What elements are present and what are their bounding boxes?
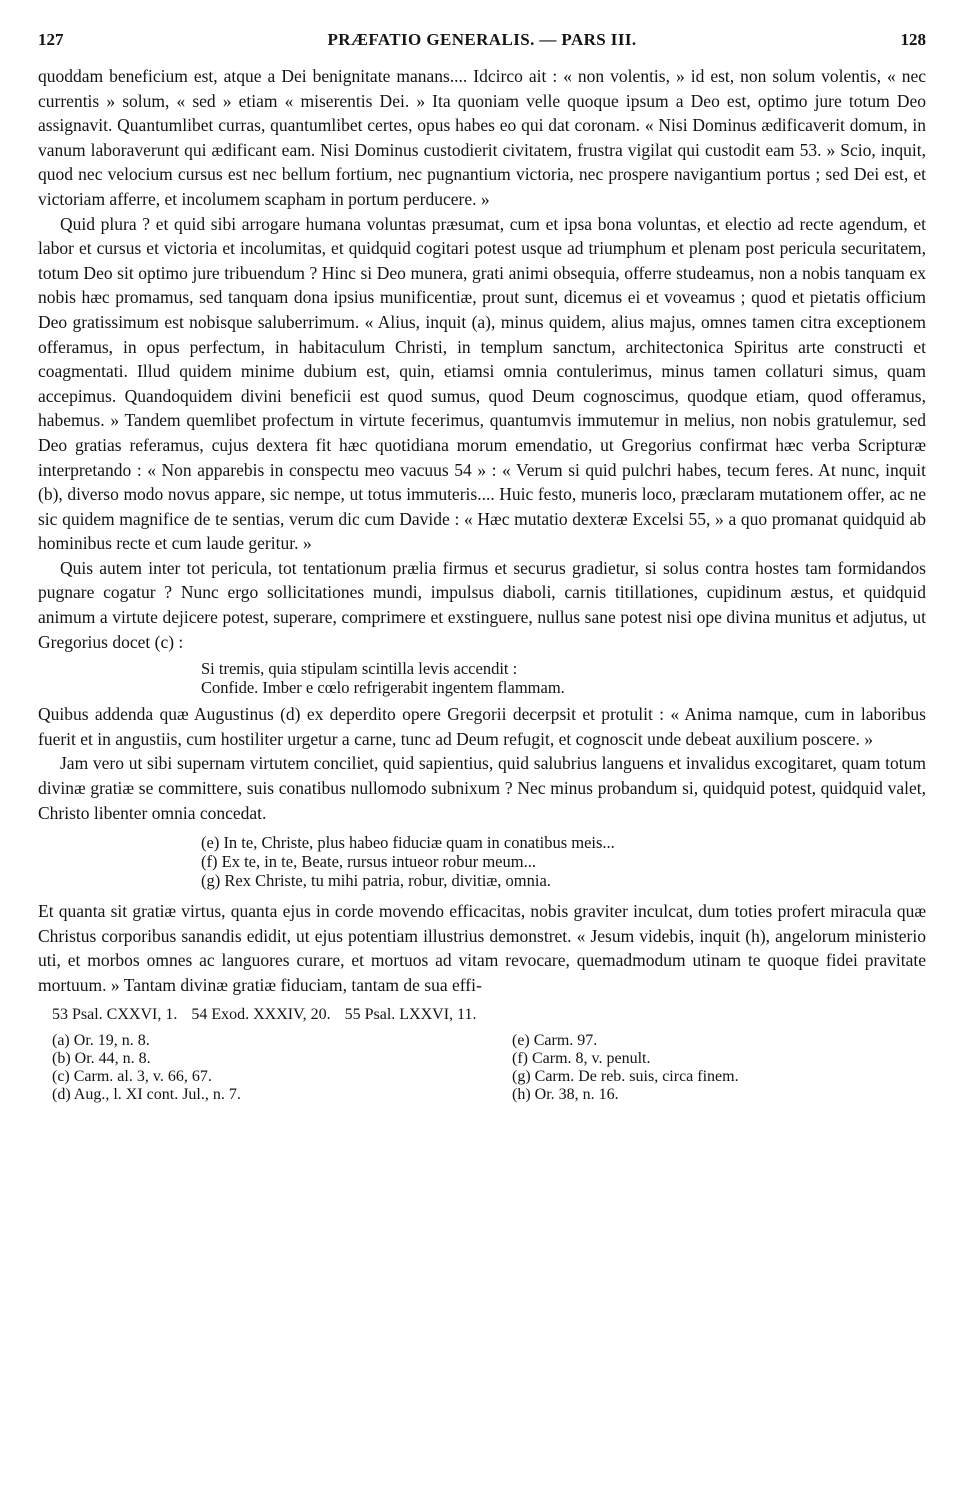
reference-note: (e) Carm. 97. [512, 1031, 598, 1049]
paragraph: Quid plura ? et quid sibi arrogare humana voluntas præsumat, cum et ipsa bona voluntas, et electio ad recte agendum, et labor et cursus et victoria et incolumitas, et quidquid cogitari potest usque ad triumphum et plenam post pericula securitatem, totum Deo sit optimo jure tribuendum ? Hinc si Deo munera, grati animi obsequia, offerre studeamus, non a nobis tanquam ex nobis hæc promamus, sed tanquam dona ipsius munificentiæ, prout sunt, dicemus ei et voveamus ; quod et pietatis officium Deo gratissimum est nobisque saluberrimum. « Alius, inquit (a), minus quidem, alius majus, omnes tamen citra exceptionem offeramus, in opus perfectum, in habitaculum Christi, in templum sanctum, architectonica Spiritus arte constructi et coagmentati. Illud quidem minime dubium est, quin, etiamsi omnia contulerimus, minus tamen collaturi simus, quam accepimus. Quandoquidem divini beneficii est quod sumus, quod Deum cognoscimus, quodque etiam, quod offeramus, habemus. » Tandem quemlibet profectum in virtute fecerimus, quantumvis immutemur in melius, non nobis gratulemur, sed Deo gratias referamus, cujus dextera fit hæc quotidiana morum emendatio, ut Gregorius confirmat hæc verba Scripturæ interpretando : « Non apparebis in conspectu meo vacuus 54 » : « Verum si quid pulchri habes, tecum feres. At nunc, inquit (b), diverso modo novus appare, sic nempe, ut totus immuteris.... Huic festo, muneris loco, præclaram mutationem offer, ac ne sic quidem magnifice de te sentias, verum dic cum Davide : « Hæc mutatio dexteræ Excelsi 55, » a quo promanat quidquid ab hominibus recte et cum laude geritur. » [38, 213, 926, 554]
reference-note: (g) Carm. De reb. suis, circa finem. [512, 1067, 739, 1085]
reference-note: (d) Aug., l. XI cont. Jul., n. 7. [52, 1085, 241, 1103]
footnote: 55 Psal. LXXVI, 11. [344, 1005, 477, 1023]
reference-note: (c) Carm. al. 3, v. 66, 67. [52, 1067, 212, 1085]
verse-quote [201, 833, 926, 890]
paragraph: Et quanta sit gratiæ virtus, quanta ejus in corde movendo efficacitas, nobis graviter inculcat, dum toties profert miracula quæ Christus corporibus sanandis edidit, ut ejus potentiam illustrius demonstret. « Jesum videbis, inquit (h), angelorum ministerio uti, et morbos omnes ac languores curare, et mortuos ad vitam revocare, quemadmodum utinam te quoque fidei pravitate mortuum. » Tantam divinæ gratiæ fiduciam, tantam de sua effi- [38, 901, 926, 995]
verse-line: (e) In te, Christe, plus habeo fiduciæ quam in conatibus meis... [201, 833, 615, 853]
footnote: 53 Psal. CXXVI, 1. [52, 1005, 178, 1023]
reference-column-right [512, 1032, 932, 1104]
footnote: 54 Exod. XXXIV, 20. [191, 1005, 331, 1023]
verse-quote [201, 659, 926, 697]
running-title: PRÆFATIO GENERALIS. — PARS III. [327, 30, 637, 49]
verse-line: (g) Rex Christe, tu mihi patria, robur, divitiæ, omnia. [201, 871, 551, 891]
page-number-left: 127 [38, 30, 64, 49]
page-header [38, 30, 926, 64]
paragraph: Jam vero ut sibi supernam virtutem conciliet, quid sapientius, quid salubrius languens et invalidus excogitaret, quam totum divinæ gratiæ se committere, suis conatibus nullomodo subnixum ? Nec minus probandum si, quidquid potest, quidquid valet, Christo libenter omnia concedat. [38, 753, 926, 823]
reference-note: (a) Or. 19, n. 8. [52, 1031, 150, 1049]
reference-note: (f) Carm. 8, v. penult. [512, 1049, 651, 1067]
paragraph: Quibus addenda quæ Augustinus (d) ex deperdito opere Gregorii decerpsit et protulit : « Anima namque, cum in laboribus fuerit et in angustiis, cum hostiliter urgetur a carne, tunc ad Deum refugit, et cognoscit unde debeat auxilium poscere. » [38, 704, 926, 749]
reference-notes [38, 1032, 926, 1104]
paragraph: Quis autem inter tot pericula, tot tentationum prælia firmus et securus gradietur, si solus contra hostes tam formidandos pugnare cogatur ? Nunc ergo sollicitationes mundi, impulsus diaboli, carnis titillationes, cupidinum æstus, et quidquid animum a virtute dejicere potest, superare, comprimere et exstinguere, nullus sane potest nisi ope divina munitus et adjutus, ut Gregorius docet (c) : [38, 557, 926, 652]
reference-note: (b) Or. 44, n. 8. [52, 1049, 151, 1067]
reference-note: (h) Or. 38, n. 16. [512, 1085, 619, 1103]
paragraph: quoddam beneficium est, atque a Dei benignitate manans.... Idcirco ait : « non volentis, » id est, non solum volentis, « nec currentis » solum, « sed » etiam « miserentis Dei. » Ita quoniam velle quoque ipsum a Deo est, optimo jure totum Deo assignavit. Quantumlibet curras, quantumlibet certes, opus habes eo qui dat coronam. « Nisi Dominus ædificaverit domum, in vanum laboraverunt qui ædificant eam. Nisi Dominus custodierit civitatem, frustra vigilat qui custodit eam 53. » Scio, inquit, quod nec velocium cursus est nec bellum fortium, nec pugnantium victoria, nec prospere navigantium portus ; sed Dei est, et victoriam afferre, et incolumem scapham in portum perducere. » [38, 66, 926, 209]
scripture-footnotes [38, 1004, 926, 1026]
main-text [38, 64, 926, 998]
verse-line: Confide. Imber e cœlo refrigerabit ingentem flammam. [201, 678, 565, 698]
verse-line: Si tremis, quia stipulam scintilla levis accendit : [201, 659, 518, 679]
page-number-right: 128 [900, 30, 926, 49]
verse-line: (f) Ex te, in te, Beate, rursus intueor robur meum... [201, 852, 536, 872]
reference-column-left [52, 1032, 512, 1104]
